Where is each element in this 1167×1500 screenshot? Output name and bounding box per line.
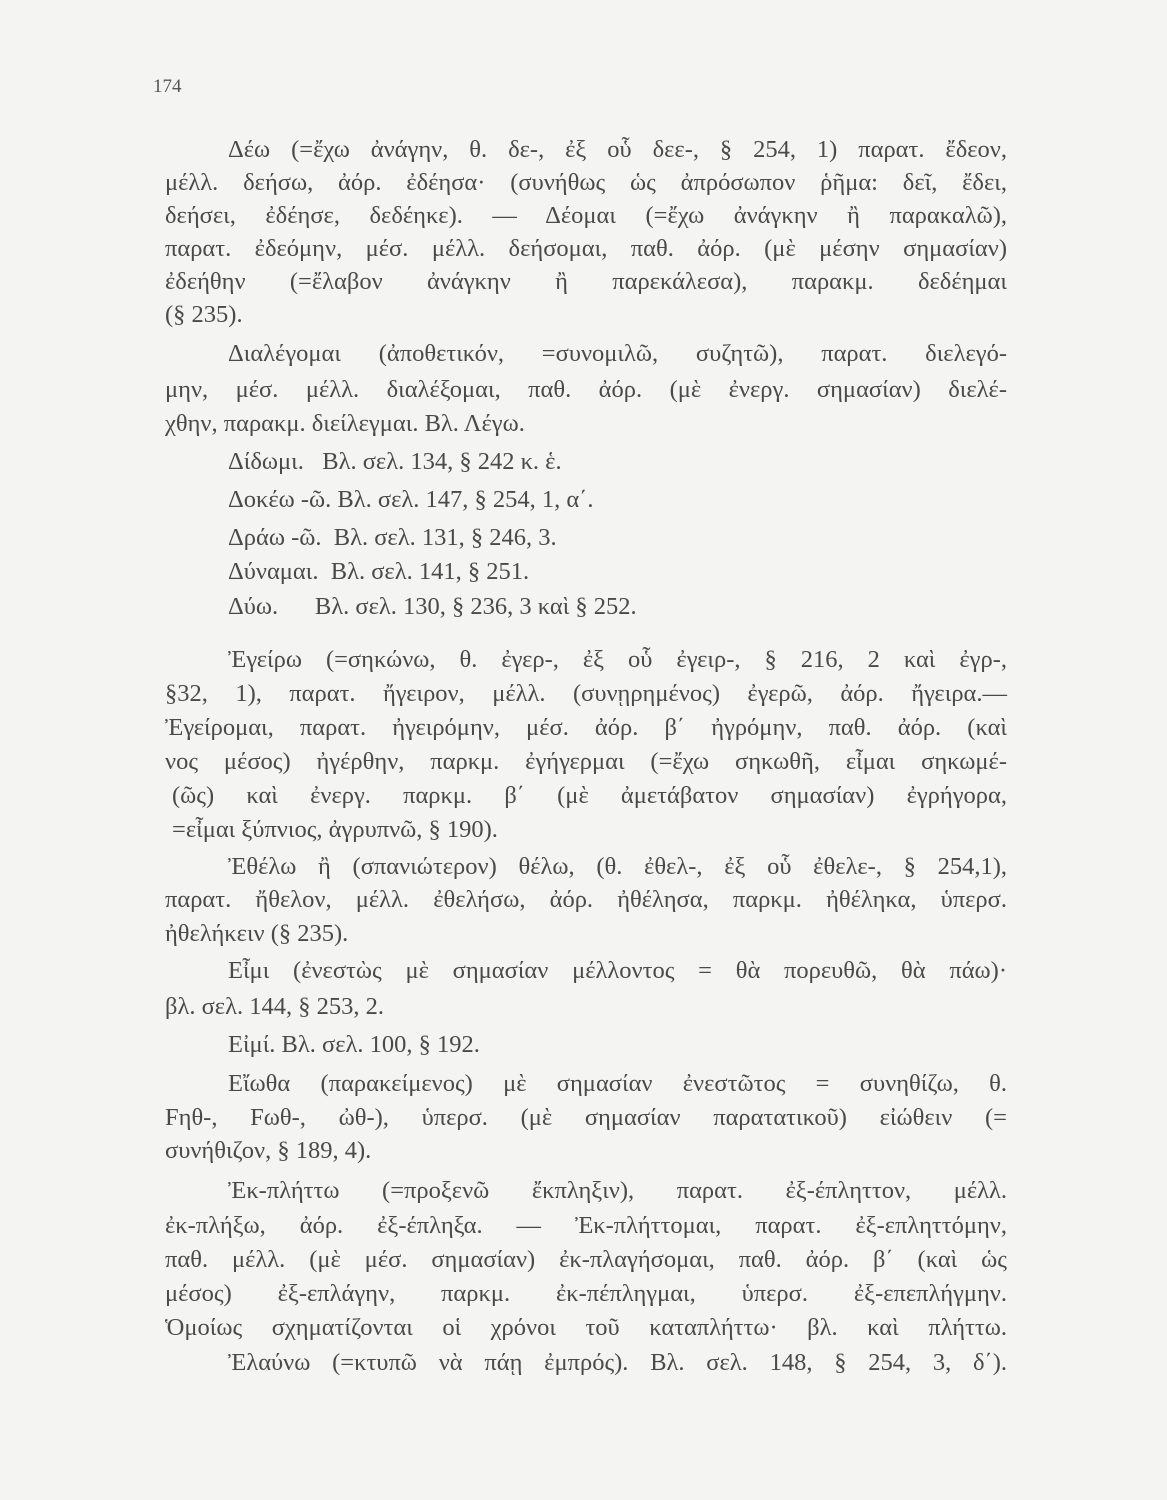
text-line: Ἐλαύνω (=κτυπῶ νὰ πάῃ ἐμπρός). Βλ. σελ. 148, § 254, 3, δ΄). (228, 1349, 1007, 1376)
text-line: παρατ. ἐδεόμην, μέσ. μέλλ. δεήσομαι, παθ. ἀόρ. (μὲ μέσην σημασίαν) (165, 235, 1007, 262)
text-line: Εἶμι (ἐνεστὼς μὲ σημασίαν μέλλοντος = θὰ πορευθῶ, θὰ πάω)· (228, 957, 1007, 984)
text-line: ἐκ-πλήξω, ἀόρ. ἐξ-έπληξα. — Ἐκ-πλήττομαι, παρατ. ἐξ-επληττόμην, (165, 1212, 1007, 1239)
text-line: δεήσει, ἐδέησε, δεδέηκε). — Δέομαι (=ἔχω ἀνάγκην ἢ παρακαλῶ), (165, 202, 1007, 229)
text-line: μην, μέσ. μέλλ. διαλέξομαι, παθ. ἀόρ. (μὲ ἐνεργ. σημασίαν) διελέ- (165, 376, 1007, 403)
text-line: μέλλ. δεήσω, ἀόρ. ἐδέησα· (συνήθως ὡς ἀπρόσωπον ῥῆμα: δεῖ, ἔδει, (165, 169, 1007, 196)
text-line: Ἐγείρομαι, παρατ. ἠγειρόμην, μέσ. ἀόρ. β΄ ἠγρόμην, παθ. ἀόρ. (καὶ (165, 714, 1007, 741)
text-line: §32, 1), παρατ. ἤγειρον, μέλλ. (συνῃρημένος) ἐγερῶ, ἀόρ. ἤγειρα.— (165, 680, 1007, 707)
text-line: Ἐγείρω (=σηκώνω, θ. ἐγερ-, ἐξ οὗ ἐγειρ-, § 216, 2 καὶ ἐγρ-, (228, 646, 1007, 673)
text-line: ἠθελήκειν (§ 235). (165, 920, 349, 947)
text-line: συνήθιζον, § 189, 4). (165, 1137, 372, 1164)
text-line: νος μέσος) ἠγέρθην, παρκμ. ἐγήγερμαι (=ἔχω σηκωθῆ, εἶμαι σηκωμέ- (165, 748, 1007, 775)
page-number: 174 (153, 76, 182, 97)
text-line: παρατ. ἤθελον, μέλλ. ἐθελήσω, ἀόρ. ἠθέλησα, παρκμ. ἠθέληκα, ὑπερσ. (165, 886, 1007, 913)
text-line: Δύναμαι. Βλ. σελ. 141, § 251. (228, 558, 530, 585)
text-line: (§ 235). (165, 301, 243, 328)
text-line: Ἐκ-πλήττω (=προξενῶ ἔκπληξιν), παρατ. ἐξ-έπληττον, μέλλ. (228, 1177, 1007, 1204)
text-line: βλ. σελ. 144, § 253, 2. (165, 993, 384, 1020)
text-line: ἐδεήθην (=ἔλαβον ἀνάγκην ἢ παρεκάλεσα), παρακμ. δεδέημαι (165, 268, 1007, 295)
text-line: Δράω -ῶ. Βλ. σελ. 131, § 246, 3. (228, 524, 557, 551)
text-line: Εἰμί. Βλ. σελ. 100, § 192. (228, 1031, 480, 1058)
text-line: Ὁμοίως σχηματίζονται οἱ χρόνοι τοῦ καταπλήττω· βλ. καὶ πλήττω. (165, 1314, 1007, 1341)
text-line: Δέω (=ἔχω ἀνάγην, θ. δε-, ἐξ οὗ δεε-, § 254, 1) παρατ. ἔδεον, (228, 136, 1007, 163)
text-line: χθην, παρακμ. διείλεγμαι. Βλ. Λέγω. (165, 410, 525, 437)
text-line: Εἴωθα (παρακείμενος) μὲ σημασίαν ἐνεστῶτος = συνηθίζω, θ. (228, 1070, 1007, 1097)
text-line: παθ. μέλλ. (μὲ μέσ. σημασίαν) ἐκ-πλαγήσομαι, παθ. ἀόρ. β΄ (καὶ ὡς (165, 1246, 1007, 1273)
text-line: Ἐθέλω ἢ (σπανιώτερον) θέλω, (θ. ἐθελ-, ἐξ οὗ ἐθελε-, § 254,1), (228, 853, 1007, 880)
text-line: Δίδωμι. Βλ. σελ. 134, § 242 κ. ἑ. (228, 448, 562, 475)
text-line: =εἶμαι ξύπνιος, ἀγρυπνῶ, § 190). (172, 816, 498, 843)
text-line: Διαλέγομαι (ἀποθετικόν, =συνομιλῶ, συζητῶ), παρατ. διελεγό- (228, 340, 1007, 367)
text-line: (ῶς) καὶ ἐνεργ. παρκμ. β΄ (μὲ ἀμετάβατον σημασίαν) ἐγρήγορα, (172, 782, 1007, 809)
text-line: Δοκέω -ῶ. Βλ. σελ. 147, § 254, 1, α΄. (228, 486, 594, 513)
text-line: Δύω. Βλ. σελ. 130, § 236, 3 καὶ § 252. (228, 593, 637, 620)
text-line: Fηθ-, Fωθ-, ὠθ-), ὑπερσ. (μὲ σημασίαν παρατατικοῦ) εἰώθειν (= (165, 1104, 1007, 1131)
text-line: μέσος) ἐξ-επλάγην, παρκμ. ἐκ-πέπληγμαι, ὑπερσ. ἐξ-επεπλήγμην. (165, 1280, 1007, 1307)
